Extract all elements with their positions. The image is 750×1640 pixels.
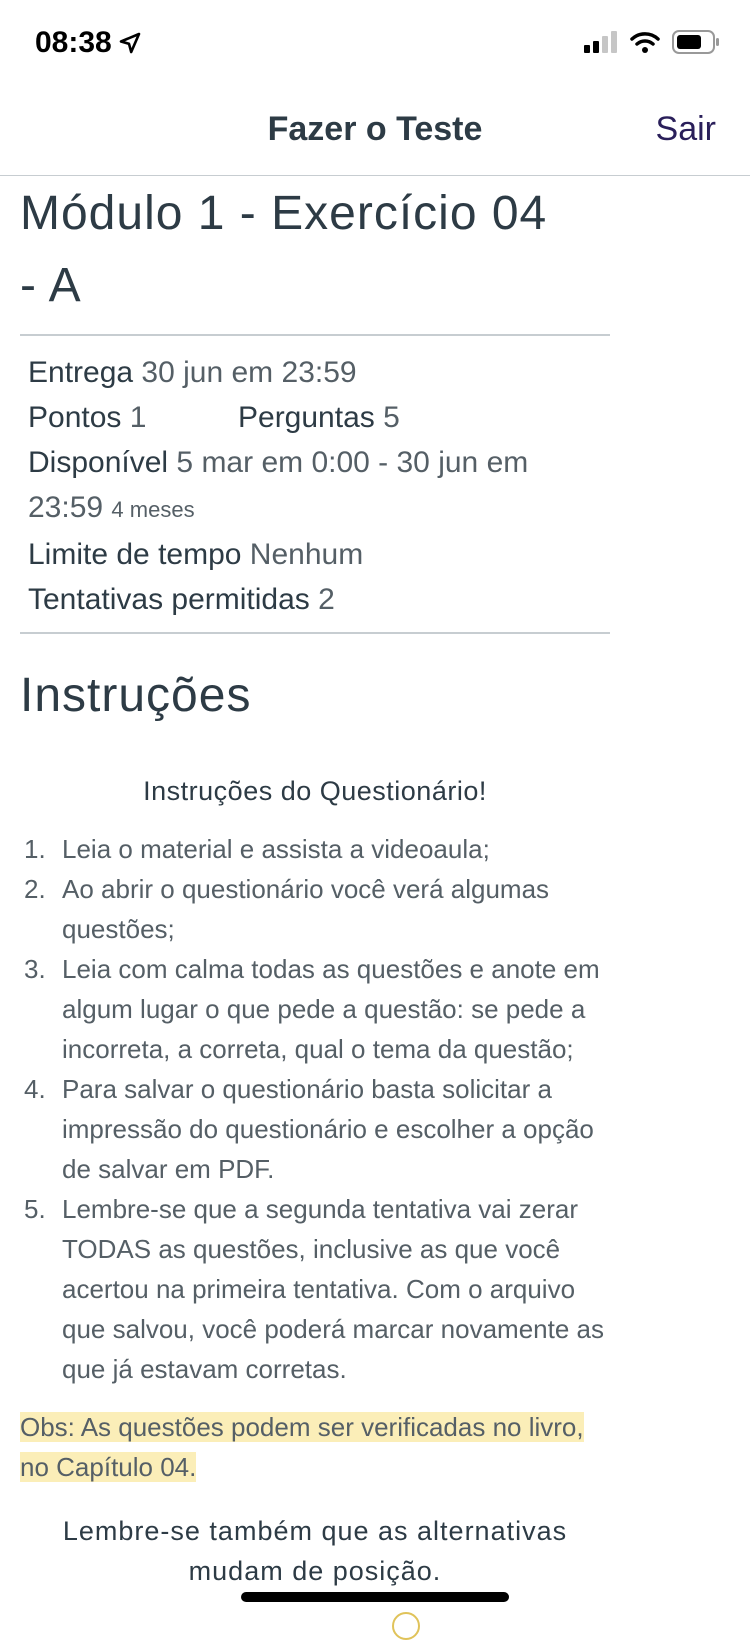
quiz-title [20, 176, 610, 336]
instructions-heading: Instruções do Questionário! [143, 776, 487, 806]
list-item-number: 2. [24, 874, 46, 904]
obs-highlight: Obs: As questões podem ser verificadas no livro, no Capítulo 04. [20, 1412, 584, 1482]
cellular-signal-icon [584, 31, 618, 53]
list-item [20, 869, 610, 949]
battery-icon [672, 30, 720, 54]
attempts-label: Tentativas permitidas [28, 583, 310, 616]
list-item-number: 1. [24, 834, 46, 864]
wifi-icon [630, 31, 660, 53]
nav-title: Fazer o Teste [267, 110, 483, 148]
points-value: 1 [129, 401, 147, 434]
instructions-title: Instruções [20, 669, 252, 722]
location-arrow-icon [118, 31, 142, 55]
time-limit-label: Limite de tempo [28, 538, 242, 571]
quiz-content [20, 176, 610, 1591]
list-item-number: 4. [24, 1074, 46, 1104]
list-item [20, 1069, 610, 1189]
list-item-text: Leia com calma todas as questões e anote em algum lugar o que pede a questão: se pede a incorreta, a correta, qual o tema da questão; [62, 954, 600, 1064]
due-label: Entrega [28, 356, 134, 389]
available-value-end: 23:59 [28, 491, 104, 524]
due-row [28, 350, 602, 395]
obs-note [20, 1407, 610, 1487]
home-indicator[interactable] [241, 1592, 509, 1602]
reminder-text: Lembre-se também que as alternativas mudam de posição. [62, 1516, 568, 1586]
points-questions-row [28, 395, 602, 440]
attempts-row [28, 577, 602, 622]
quiz-title-line2: - A [20, 259, 82, 312]
points-label: Pontos [28, 401, 122, 434]
due-value: 30 jun em 23:59 [141, 356, 357, 389]
questions-cell [238, 395, 400, 440]
instructions-list [20, 829, 610, 1389]
time-limit-row [28, 532, 602, 577]
list-item-text: Para salvar o questionário basta solicitar a impressão do questionário e escolher a opção de salvar em PDF. [62, 1074, 594, 1184]
quiz-details [20, 336, 610, 634]
available-row [28, 440, 602, 485]
clock: 08:38 [35, 26, 112, 59]
available-duration: 4 meses [111, 497, 195, 522]
questions-value: 5 [383, 401, 400, 434]
list-item-text: Lembre-se que a segunda tentativa vai zerar TODAS as questões, inclusive as que você acertou na primeira tentativa. Com o arquivo que salvou, você poderá marcar novamente as que já estavam corretas. [62, 1194, 604, 1384]
list-item [20, 829, 610, 869]
available-row-2 [28, 485, 602, 532]
status-icons [584, 30, 720, 54]
status-time [35, 26, 142, 60]
list-item [20, 949, 610, 1069]
questions-label: Perguntas [238, 401, 375, 434]
available-value: 5 mar em 0:00 - 30 jun em [176, 446, 529, 479]
status-bar [0, 0, 750, 88]
partial-icon [392, 1612, 420, 1640]
list-item [20, 1189, 610, 1389]
attempts-value: 2 [318, 583, 335, 616]
points-cell [28, 395, 238, 440]
time-limit-value: Nenhum [249, 538, 364, 571]
quiz-title-line1: Módulo 1 - Exercício 04 [20, 187, 548, 240]
available-label: Disponível [28, 446, 169, 479]
list-item-text: Ao abrir o questionário você verá algumas questões; [62, 874, 550, 944]
list-item-number: 5. [24, 1194, 46, 1224]
list-item-number: 3. [24, 954, 46, 984]
nav-bar [0, 88, 750, 176]
list-item-text: Leia o material e assista a videoaula; [62, 834, 490, 864]
exit-button[interactable]: Sair [655, 110, 716, 148]
